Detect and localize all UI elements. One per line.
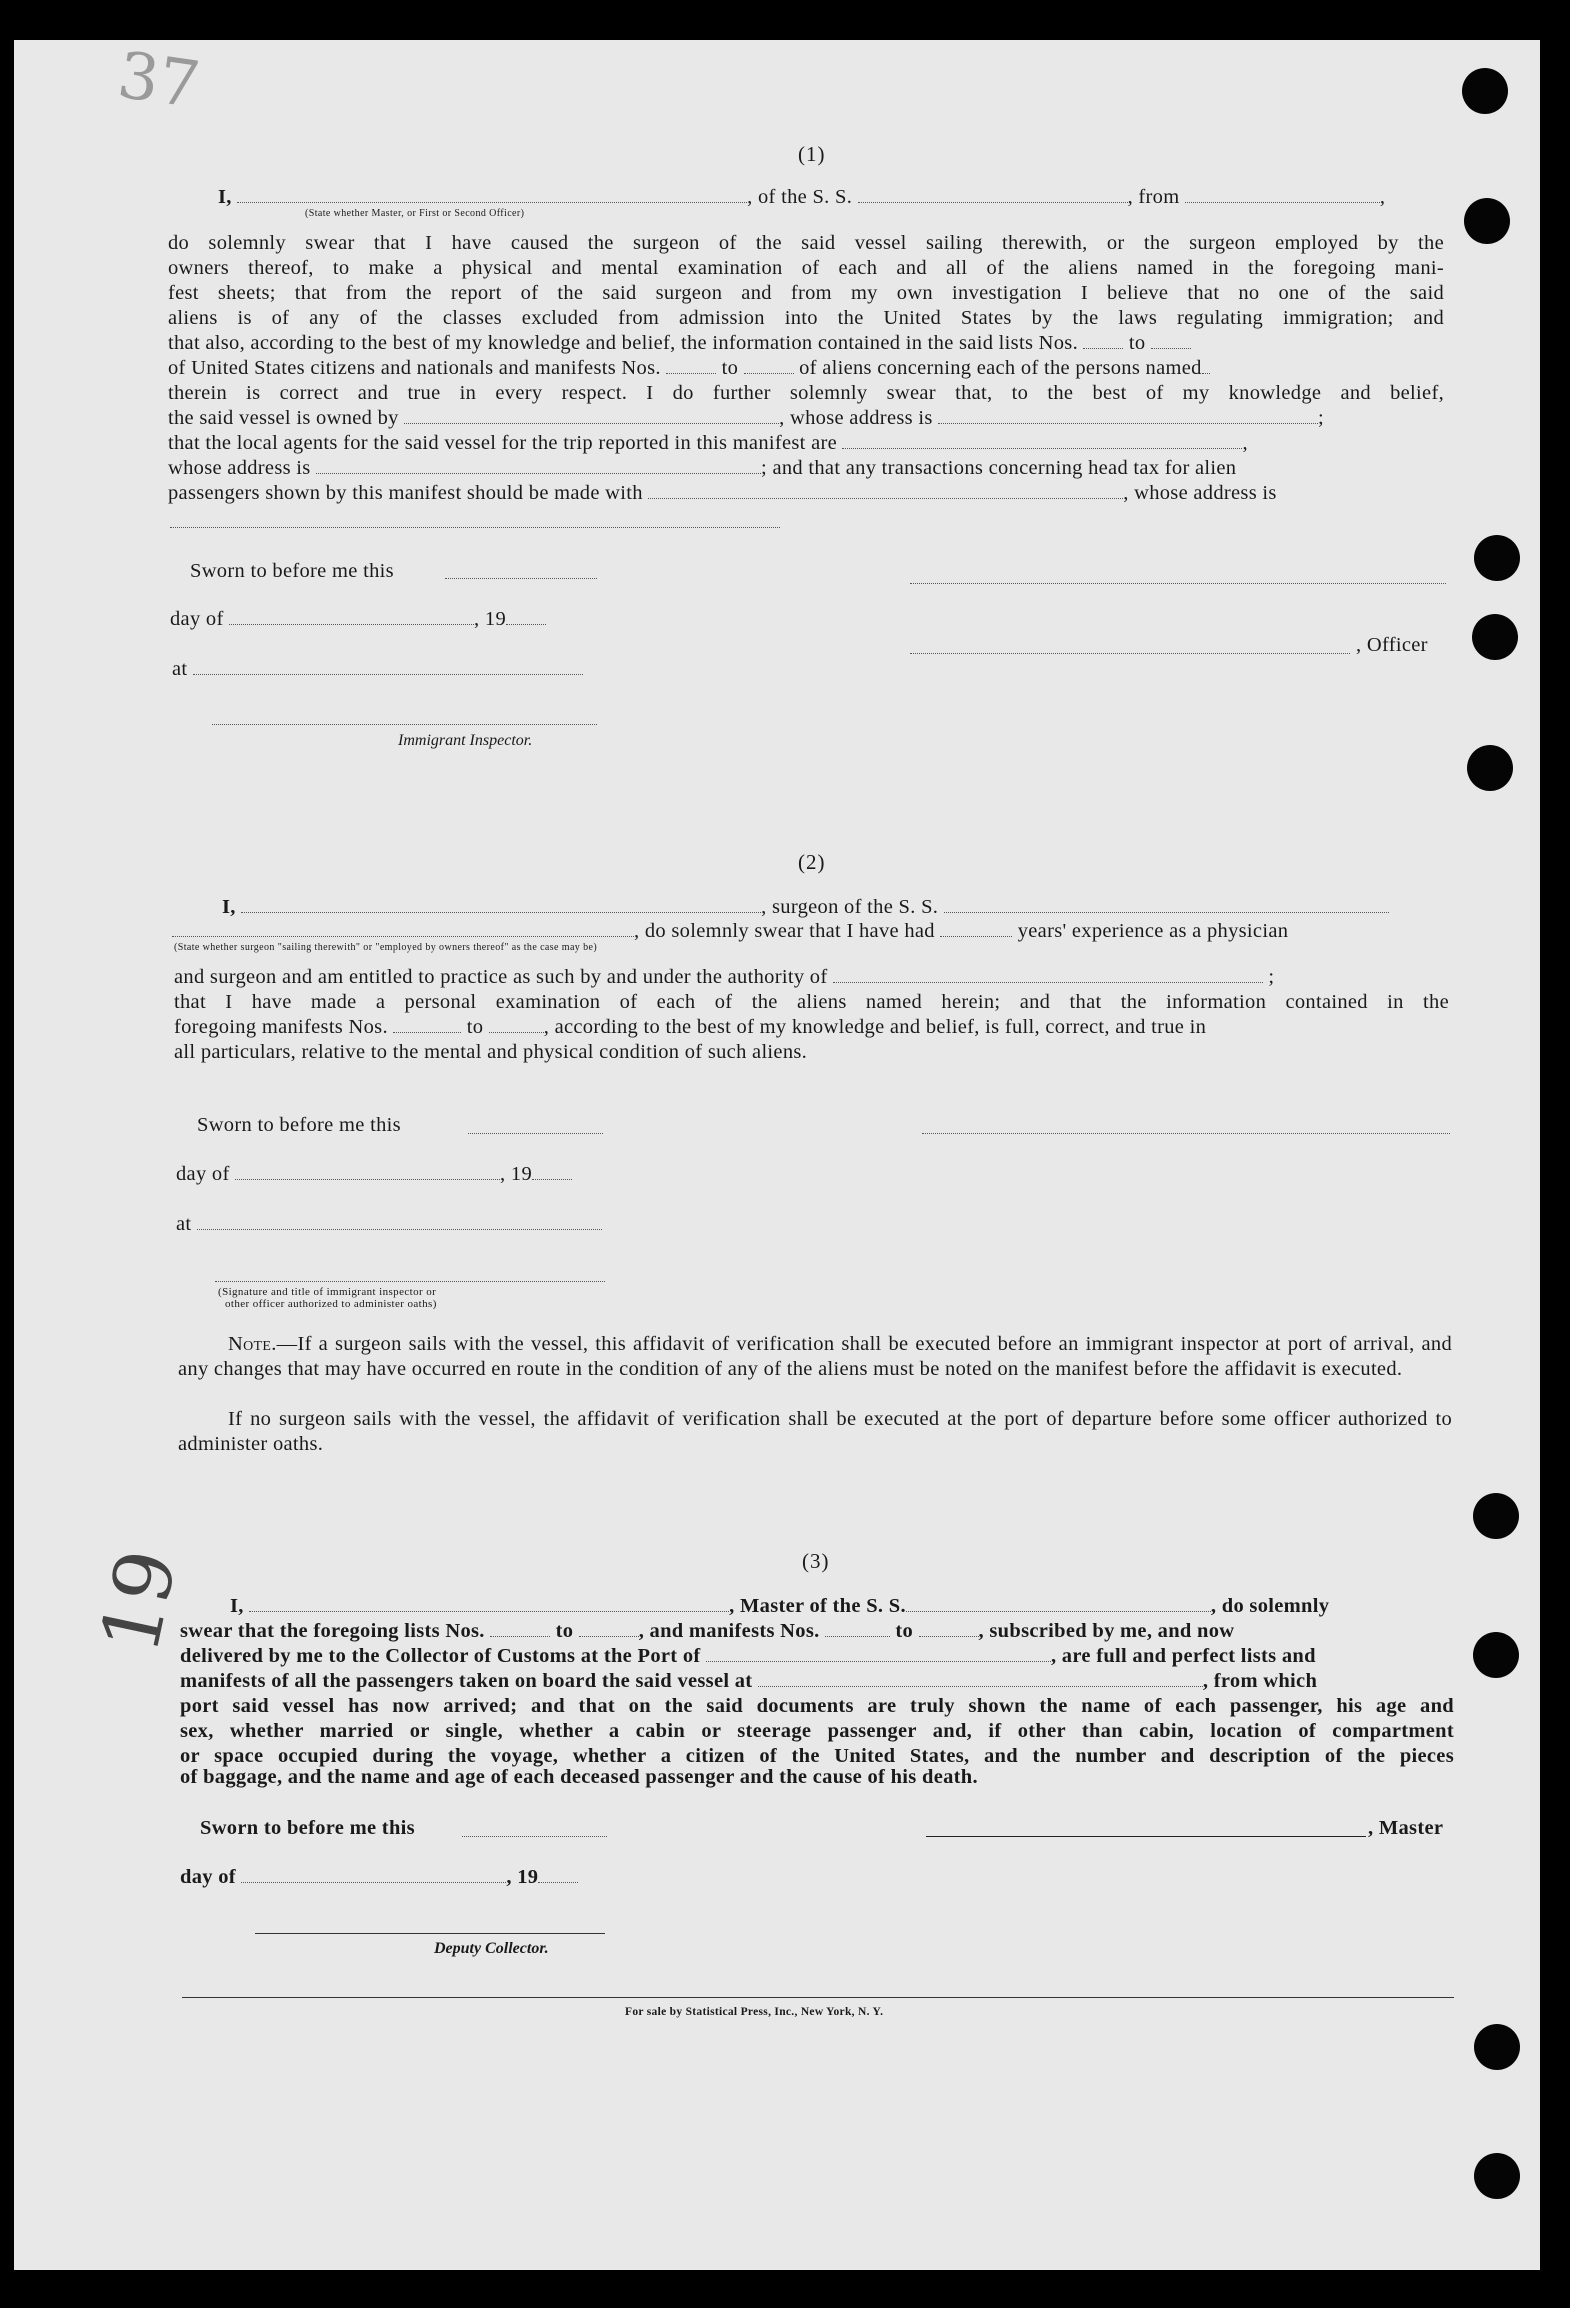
- deputy-title: Deputy Collector.: [434, 1940, 549, 1957]
- officer-signature-line: [910, 582, 1446, 584]
- at-label: at: [176, 1213, 602, 1236]
- punch-hole: [1474, 2153, 1520, 2199]
- section2-line4: that I have made a personal examination of each of the aliens named herein; and that the information contained in the: [174, 991, 1449, 1013]
- section3-line4: manifests of all the passengers taken on board the said vessel at , from which: [180, 1670, 1318, 1692]
- signature-note: (Signature and title of immigrant inspector or: [218, 1286, 437, 1298]
- sworn-label: Sworn to before me this: [190, 560, 394, 582]
- master-signature-line: [926, 1835, 1366, 1837]
- section1-text-line: that the local agents for the said vessel for the trip reported in this manifest are ,: [168, 432, 1248, 454]
- section3-line6: sex, whether married or single, whether a cabin or steerage passenger and, if other than cabin, location of compartment: [180, 1720, 1454, 1742]
- printer-credit: For sale by Statistical Press, Inc., New York, N. Y.: [625, 2006, 884, 2018]
- at-label: at: [172, 658, 583, 681]
- section3-line3: delivered by me to the Collector of Customs at the Port of , are full and perfect lists and: [180, 1645, 1316, 1667]
- surgeon-note: Note.—If a surgeon sails with the vessel, this affidavit of verification shall be executed before an immigrant inspector at port of arrival, and any changes that may have occurred en route in the condition of any of the aliens must be noted on the manifest before the affidavit is executed.: [178, 1333, 1452, 1380]
- section2-line3: and surgeon and am entitled to practice as such by and under the authority of ;: [174, 966, 1275, 988]
- section1-text-line: aliens is of any of the classes excluded from admission into the United States by the laws regulating immigration; and: [168, 307, 1444, 329]
- section1-text-line: the said vessel is owned by , whose address is ;: [168, 407, 1325, 429]
- punch-hole: [1462, 68, 1508, 114]
- section1-text-line: passengers shown by this manifest should be made with , whose address is: [168, 482, 1277, 504]
- section3-line5: port said vessel has now arrived; and that on the said documents are truly shown the name of each passenger, his age and: [180, 1695, 1454, 1717]
- section-number: (2): [798, 850, 826, 874]
- address-blank-line: [170, 526, 780, 528]
- deputy-signature-line: [255, 1932, 605, 1934]
- handwritten-margin-number: 19: [82, 1542, 195, 1661]
- sworn-label: Sworn to before me this: [200, 1817, 415, 1839]
- section2-line2: , do solemnly swear that I have had years' experience as a physician: [172, 920, 1288, 943]
- punch-hole: [1473, 1632, 1519, 1678]
- inspector-signature-line: [212, 723, 597, 725]
- inspector-title: Immigrant Inspector.: [398, 732, 533, 749]
- official-signature-line: [215, 1280, 605, 1282]
- no-surgeon-note: If no surgeon sails with the vessel, the affidavit of verification shall be executed at the port of departure before some officer authorized to administer oaths.: [178, 1408, 1452, 1455]
- section1-text-line: that also, according to the best of my knowledge and belief, the information contained in the said lists Nos. to: [168, 332, 1191, 355]
- sworn-date-line: [468, 1132, 603, 1134]
- punch-hole: [1464, 198, 1510, 244]
- section1-text-line: fest sheets; that from the report of the said surgeon and from my own investigation I believe that no one of the said: [168, 282, 1444, 304]
- punch-hole: [1474, 2024, 1520, 2070]
- signature-note: other officer authorized to administer oaths): [225, 1298, 437, 1310]
- master-label: , Master: [1368, 1817, 1444, 1839]
- section1-line1: I, , of the S. S. , from ,: [218, 186, 1386, 208]
- section3-line2: swear that the foregoing lists Nos. to , and manifests Nos. to , subscribed by me, and now: [180, 1620, 1235, 1642]
- handwritten-page-number: 37: [113, 38, 205, 124]
- officer-label: , Officer: [1356, 634, 1428, 656]
- note-label: Note.: [228, 1333, 277, 1355]
- day-of-label: day of , 19: [180, 1866, 578, 1889]
- day-of-label: day of , 19: [170, 608, 546, 631]
- sworn-label: Sworn to before me this: [197, 1114, 401, 1136]
- section1-text-line: of United States citizens and nationals and manifests Nos. to of aliens concerning each of the persons named: [168, 357, 1210, 380]
- section1-text-line: do solemnly swear that I have caused the surgeon of the said vessel sailing therewith, or the surgeon employed by the: [168, 232, 1444, 254]
- footer-rule: [182, 1997, 1454, 1998]
- punch-hole: [1473, 1493, 1519, 1539]
- section3-line1: I, , Master of the S. S. , do solemnly: [230, 1595, 1330, 1617]
- section3-line7: or space occupied during the voyage, whether a citizen of the United States, and the number and description of the pieces: [180, 1745, 1454, 1767]
- surgeon-signature-line: [922, 1132, 1450, 1134]
- section3-line8: of baggage, and the name and age of each deceased passenger and the cause of his death.: [180, 1766, 978, 1788]
- section1-text-line: whose address is ; and that any transactions concerning head tax for alien: [168, 457, 1237, 479]
- section2-line6: all particulars, relative to the mental and physical condition of such aliens.: [174, 1041, 808, 1063]
- officer-type-note: (State whether Master, or First or Second Officer): [305, 208, 525, 219]
- section2-line1: I, , surgeon of the S. S.: [222, 896, 1389, 919]
- punch-hole: [1467, 745, 1513, 791]
- section1-text-line: therein is correct and true in every respect. I do further solemnly swear that, to the best of my knowledge and belief,: [168, 382, 1444, 404]
- sworn-date-line: [462, 1835, 607, 1837]
- punch-hole: [1474, 535, 1520, 581]
- sworn-date-line: [445, 577, 597, 579]
- section-number: (1): [798, 142, 826, 166]
- day-of-label: day of , 19: [176, 1163, 572, 1186]
- section-number: (3): [802, 1549, 830, 1573]
- section1-text-line: owners thereof, to make a physical and mental examination of each and all of the aliens named in the foregoing mani-: [168, 257, 1444, 279]
- punch-hole: [1472, 614, 1518, 660]
- surgeon-type-note: (State whether surgeon "sailing therewith" or "employed by owners thereof" as the case may be): [174, 942, 598, 953]
- officer-name-line: [910, 652, 1350, 654]
- section2-line5: foregoing manifests Nos. to , according to the best of my knowledge and belief, is full, correct, and true in: [174, 1016, 1207, 1038]
